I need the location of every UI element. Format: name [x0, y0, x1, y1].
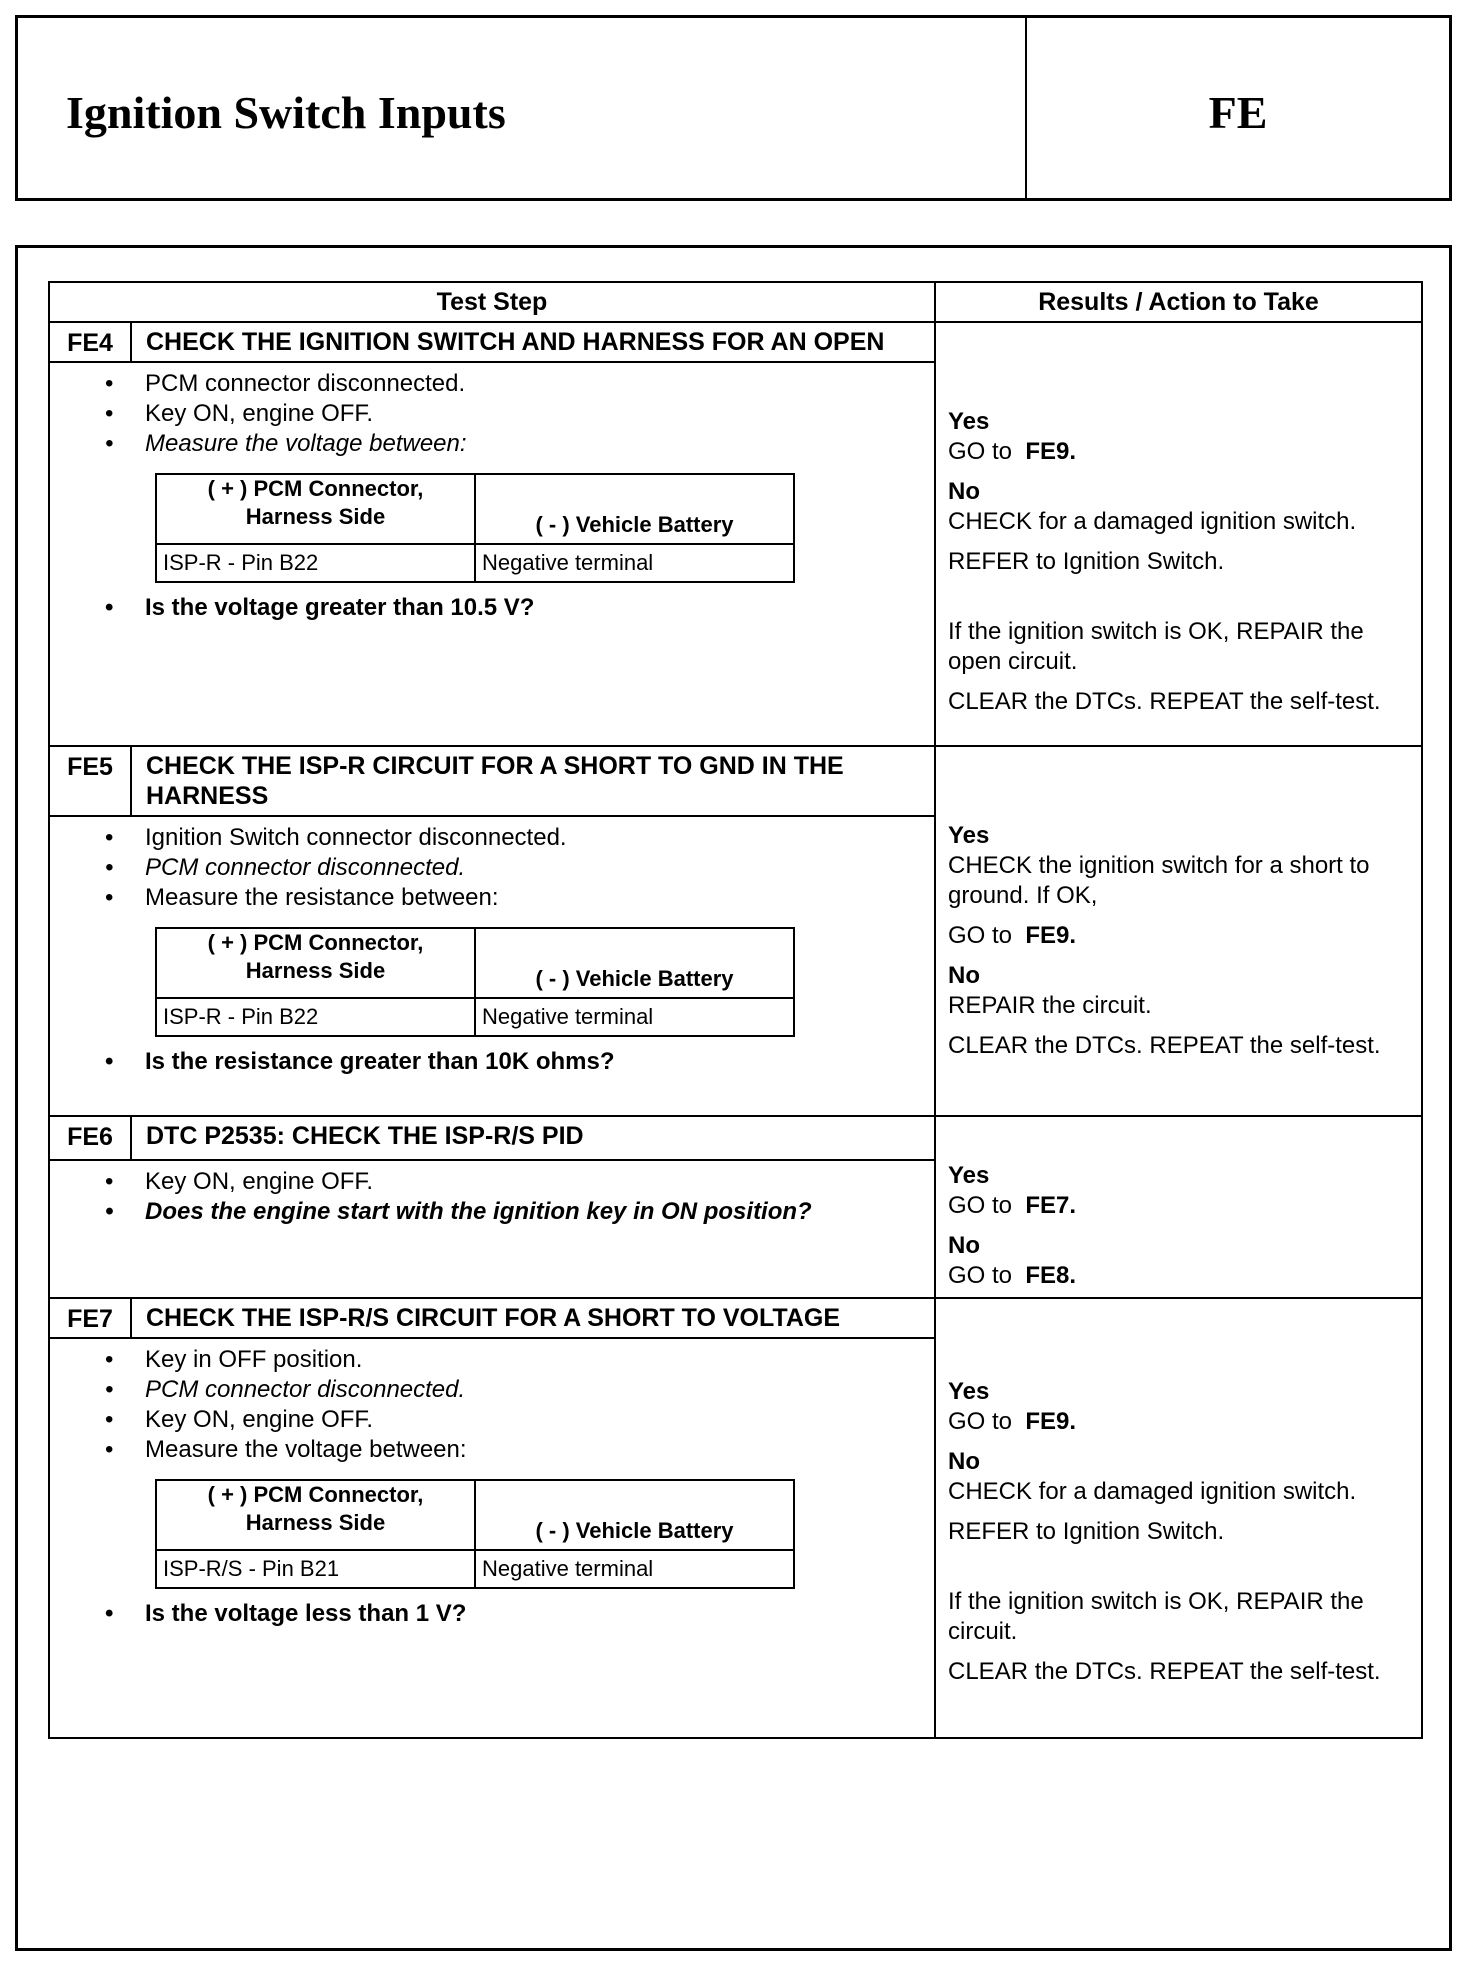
meas-value-negative: Negative terminal	[475, 544, 794, 582]
meas-header-positive: ( + ) PCM Connector, Harness Side	[156, 1480, 475, 1550]
no-label: No	[948, 1448, 980, 1475]
no-action: CHECK for a damaged ignition switch.	[948, 508, 1357, 535]
page-title: Ignition Switch Inputs	[66, 87, 506, 138]
test-step-table	[48, 281, 1423, 1739]
yes-action: GO to FE9.	[948, 922, 1077, 949]
meas-header-negative: ( - ) Vehicle Battery	[475, 928, 794, 998]
list-item: • Key ON, engine OFF.	[145, 1167, 926, 1197]
step-results	[935, 1116, 1422, 1298]
step-fe5-title-row	[49, 746, 1422, 816]
meas-header-negative: ( - ) Vehicle Battery	[475, 1480, 794, 1550]
step-title: CHECK THE ISP-R/S CIRCUIT FOR A SHORT TO VOLTAGE	[131, 1298, 935, 1338]
step-fe7-title-row	[49, 1298, 1422, 1338]
no-action: If the ignition switch is OK, REPAIR the open circuit.	[948, 618, 1364, 675]
meas-header-positive: ( + ) PCM Connector, Harness Side	[156, 928, 475, 998]
measurement-table	[155, 473, 795, 583]
yes-action: GO to FE9.	[948, 438, 1077, 465]
no-action: CHECK for a damaged ignition switch.	[948, 1478, 1357, 1505]
meas-header-positive: ( + ) PCM Connector, Harness Side	[156, 474, 475, 544]
step-title: DTC P2535: CHECK THE ISP-R/S PID	[131, 1116, 935, 1160]
meas-value-positive: ISP-R - Pin B22	[156, 544, 475, 582]
question: • Is the resistance greater than 10K ohms?	[145, 1047, 926, 1077]
step-fe4-title-row	[49, 322, 1422, 362]
step-code: FE6	[49, 1116, 131, 1160]
step-question	[50, 1599, 926, 1629]
step-body	[49, 362, 935, 746]
step-title: CHECK THE IGNITION SWITCH AND HARNESS FOR AN OPEN	[131, 322, 935, 362]
list-item: • Ignition Switch connector disconnected.	[145, 823, 926, 853]
no-label: No	[948, 478, 980, 505]
yes-label: Yes	[948, 1378, 990, 1405]
measurement-table	[155, 927, 795, 1037]
step-results	[935, 1298, 1422, 1738]
step-question	[50, 1047, 926, 1077]
no-label: No	[948, 1232, 980, 1259]
list-item: • Key in OFF position.	[145, 1345, 926, 1375]
no-action: REFER to Ignition Switch.	[948, 1518, 1225, 1545]
step-list	[50, 369, 926, 459]
measurement-table	[155, 1479, 795, 1589]
step-body	[49, 1160, 935, 1298]
list-item: • Measure the voltage between:	[145, 1435, 926, 1465]
step-code: FE7	[49, 1298, 131, 1338]
list-item: • PCM connector disconnected.	[145, 1375, 926, 1405]
yes-label: Yes	[948, 1162, 990, 1189]
step-fe6-title-row	[49, 1116, 1422, 1160]
yes-action: GO to FE7.	[948, 1192, 1077, 1219]
yes-label: Yes	[948, 408, 990, 435]
section-code: FE	[1208, 87, 1268, 138]
yes-label: Yes	[948, 822, 990, 849]
page-header	[15, 15, 1452, 201]
list-item: • Key ON, engine OFF.	[145, 1405, 926, 1435]
meas-value-negative: Negative terminal	[475, 1550, 794, 1588]
no-action: If the ignition switch is OK, REPAIR the circuit.	[948, 1588, 1364, 1645]
meas-value-negative: Negative terminal	[475, 998, 794, 1036]
list-item: • PCM connector disconnected.	[145, 369, 926, 399]
meas-header-negative: ( - ) Vehicle Battery	[475, 474, 794, 544]
no-action: GO to FE8.	[948, 1262, 1077, 1289]
yes-action: CHECK the ignition switch for a short to ground. If OK,	[948, 852, 1370, 909]
step-question	[50, 593, 926, 623]
question: • Does the engine start with the ignition key in ON position?	[145, 1197, 926, 1227]
question: • Is the voltage less than 1 V?	[145, 1599, 926, 1629]
list-item: • Key ON, engine OFF.	[145, 399, 926, 429]
test-step-header: Test Step	[49, 282, 935, 322]
step-results	[935, 746, 1422, 1116]
step-results	[935, 322, 1422, 746]
question: • Is the voltage greater than 10.5 V?	[145, 593, 926, 623]
no-action: CLEAR the DTCs. REPEAT the self-test.	[948, 1658, 1381, 1685]
step-code: FE5	[49, 746, 131, 816]
step-list	[50, 1345, 926, 1465]
results-header: Results / Action to Take	[935, 282, 1422, 322]
step-title: CHECK THE ISP-R CIRCUIT FOR A SHORT TO GND IN THE HARNESS	[131, 746, 935, 816]
step-body	[49, 816, 935, 1116]
no-action: REFER to Ignition Switch.	[948, 548, 1225, 575]
list-item: • Measure the resistance between:	[145, 883, 926, 913]
list-item: • Measure the voltage between:	[145, 429, 926, 459]
meas-value-positive: ISP-R - Pin B22	[156, 998, 475, 1036]
step-code: FE4	[49, 322, 131, 362]
step-list	[50, 1167, 926, 1227]
no-action: REPAIR the circuit.	[948, 992, 1152, 1019]
table-header-row	[49, 282, 1422, 322]
list-item: • PCM connector disconnected.	[145, 853, 926, 883]
step-body	[49, 1338, 935, 1738]
yes-action: GO to FE9.	[948, 1408, 1077, 1435]
meas-value-positive: ISP-R/S - Pin B21	[156, 1550, 475, 1588]
step-list	[50, 823, 926, 913]
no-label: No	[948, 962, 980, 989]
no-action: CLEAR the DTCs. REPEAT the self-test.	[948, 1032, 1381, 1059]
no-action: CLEAR the DTCs. REPEAT the self-test.	[948, 688, 1381, 715]
